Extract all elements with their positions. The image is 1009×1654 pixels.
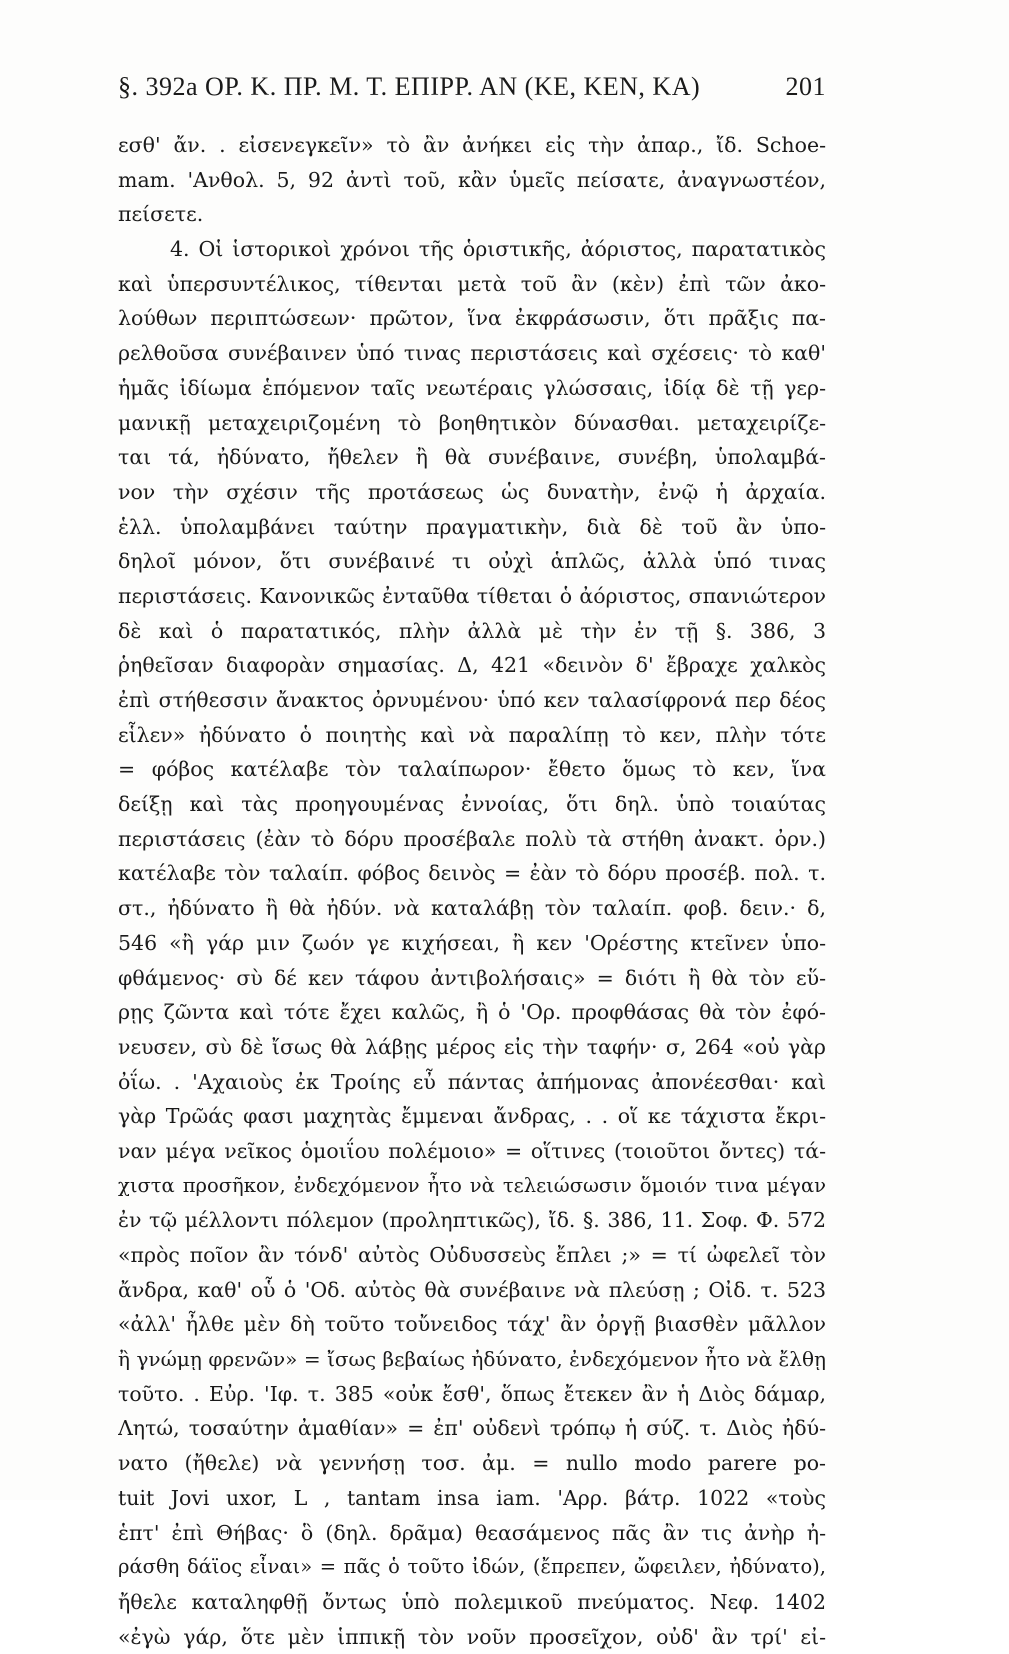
text-line: πείσετε. bbox=[118, 202, 204, 227]
text-line: τοῦτο. . Εὐρ. 'Ιφ. τ. 385 «οὐκ ἔσθ', ὅπως ἔτεκεν ἂν ἡ Διὸς δάμαρ, bbox=[118, 1381, 826, 1406]
text-line: ῥηθεῖσαν διαφορὰν σημασίας. Δ, 421 «δεινὸν δ' ἔβραχε χαλκὸς bbox=[118, 653, 826, 678]
text-line: Λητώ, τοσαύτην ἀμαθίαν» = ἐπ' οὐδενὶ τρόπῳ ἡ σύζ. τ. Διὸς ἠδύ- bbox=[118, 1416, 826, 1441]
text-line: νον τὴν σχέσιν τῆς προτάσεως ὡς δυνατὴν, ἐνῷ ἡ ἀρχαία. bbox=[118, 479, 826, 504]
text-line: δὲ καὶ ὁ παρατατικός, πλὴν ἀλλὰ μὲ τὴν ἐν τῇ §. 386, 3 bbox=[118, 618, 826, 643]
text-line: καὶ ὑπερσυντέλικος, τίθενται μετὰ τοῦ ἂν (κὲν) ἐπὶ τῶν ἀκο- bbox=[118, 271, 826, 296]
body-text bbox=[118, 128, 826, 1654]
text-line: = φόβος κατέλαβε τὸν ταλαίπωρον· ἔθετο ὅμως τὸ κεν, ἵνα bbox=[118, 757, 826, 782]
text-line: ὀΐω. . 'Αχαιοὺς ἐκ Τροίης εὖ πάντας ἀπήμονας ἀπονέεσθαι· καὶ bbox=[118, 1069, 826, 1094]
text-line: 546 «ἢ γάρ μιν ζωόν γε κιχήσεαι, ἢ κεν 'Ορέστης κτεῖνεν ὑπο- bbox=[118, 930, 826, 955]
text-line: ἑπτ' ἐπὶ Θήβας· ὃ (δηλ. δρᾶμα) θεασάμενος πᾶς ἂν τις ἀνὴρ ἠ- bbox=[118, 1520, 826, 1545]
text-line: ἑλλ. ὑπολαμβάνει ταύτην πραγματικὴν, διὰ δὲ τοῦ ἂν ὑπο- bbox=[118, 514, 826, 539]
page-header bbox=[118, 72, 826, 116]
text-line: περιστάσεις. Κανονικῶς ἐνταῦθα τίθεται ὁ ἀόριστος, σπανιώτερον bbox=[118, 583, 826, 608]
text-line: ἡμᾶς ἰδίωμα ἑπόμενον ταῖς νεωτέραις γλώσσαις, ἰδίᾳ δὲ τῇ γερ- bbox=[118, 375, 826, 400]
text-line: ἐν τῷ μέλλοντι πόλεμον (προληπτικῶς), ἴδ. §. 386, 11. Σοφ. Φ. 572 bbox=[118, 1208, 826, 1233]
text-line: χιστα προσῆκον, ἐνδεχόμενον ἦτο νὰ τελειώσωσιν ὅμοιόν τινα μέγαν bbox=[118, 1173, 826, 1197]
text-line: ἐπὶ στήθεσσιν ἄνακτος ὀρνυμένου· ὑπό κεν ταλασίφρονά περ δέος bbox=[118, 688, 826, 712]
text-line: γὰρ Τρῶάς φασι μαχητὰς ἔμμεναι ἄνδρας, . . οἵ κε τάχιστα ἔκρι- bbox=[118, 1104, 826, 1129]
text-line: ρελθοῦσα συνέβαινεν ὑπό τινας περιστάσεις καὶ σχέσεις· τὸ καθ' bbox=[118, 341, 826, 366]
text-line: φθάμενος· σὺ δέ κεν τάφου ἀντιβολήσαις» = διότι ἢ θὰ τὸν εὕ- bbox=[118, 965, 826, 990]
text-line: ρῃς ζῶντα καὶ τότε ἔχει καλῶς, ἢ ὁ 'Ορ. προφθάσας θὰ τὸν ἐφό- bbox=[118, 1000, 826, 1025]
text-line: νατο (ἤθελε) νὰ γεννήσῃ τοσ. ἀμ. = nullo modo parere po- bbox=[118, 1451, 826, 1476]
text-line: mam. 'Ανθολ. 5, 92 ἀντὶ τοῦ, κἂν ὑμεῖς πείσατε, ἀναγνωστέον, bbox=[118, 167, 826, 192]
text-line: εἷλεν» ἠδύνατο ὁ ποιητὴς καὶ νὰ παραλίπῃ τὸ κεν, πλὴν τότε bbox=[118, 722, 826, 747]
text-line: ἢ γνώμῃ φρενῶν» = ἴσως βεβαίως ἠδύνατο, ἐνδεχόμενον ἦτο νὰ ἔλθῃ bbox=[118, 1347, 826, 1372]
text-line: «ἀλλ' ἦλθε μὲν δὴ τοῦτο τοὔνειδος τάχ' ἂν ὀργῇ βιασθὲν μᾶλλον bbox=[118, 1312, 826, 1337]
text-line: δείξῃ καὶ τὰς προηγουμένας ἐννοίας, ὅτι δηλ. ὑπὸ τοιαύτας bbox=[118, 792, 826, 817]
text-line: λούθων περιπτώσεων· πρῶτον, ἵνα ἐκφράσωσιν, ὅτι πρᾶξις πα- bbox=[118, 306, 826, 331]
text-line: ἤθελε καταληφθῇ ὄντως ὑπὸ πολεμικοῦ πνεύματος. Νεφ. 1402 bbox=[118, 1589, 826, 1614]
text-line: ἄνδρα, καθ' οὗ ὁ 'Οδ. αὐτὸς θὰ συνέβαινε νὰ πλεύσῃ ; Οἰδ. τ. 523 bbox=[118, 1277, 826, 1302]
text-line: περιστάσεις (ἐὰν τὸ δόρυ προσέβαλε πολὺ τὰ στήθη ἀνακτ. ὀρν.) bbox=[118, 826, 826, 851]
text-line: μανικῇ μεταχειριζομένη τὸ βοηθητικὸν δύνασθαι. μεταχειρίζε- bbox=[118, 410, 826, 435]
running-head: §. 392a ΟΡ. Κ. ΠΡ. Μ. Τ. ΕΠΙΡΡ. ΑΝ (ΚΕ, ΚΕΝ, ΚΑ) bbox=[118, 72, 701, 101]
text-line: ράσθη δάϊος εἶναι» = πᾶς ὁ τοῦτο ἰδών, (ἔπρεπεν, ὤφειλεν, ἠδύνατο), bbox=[118, 1555, 826, 1579]
text-line: tuit Jovi uxor, L , tantam insa iam. 'Αρρ. βάτρ. 1022 «τοὺς bbox=[118, 1485, 826, 1510]
text-line: «ἐγὼ γάρ, ὅτε μὲν ἱππικῇ τὸν νοῦν προσεῖχον, οὐδ' ἂν τρί' εἰ- bbox=[118, 1624, 826, 1649]
text-line: εσθ' ἄν. . εἰσενεγκεῖν» τὸ ἂν ἀνήκει εἰς τὴν ἀπαρ., ἴδ. Schoe- bbox=[118, 133, 826, 157]
text-line: δηλοῖ μόνον, ὅτι συνέβαινέ τι οὐχὶ ἁπλῶς, ἀλλὰ ὑπό τινας bbox=[118, 549, 826, 574]
text-line: 4. Οἱ ἱστορικοὶ χρόνοι τῆς ὁριστικῆς, ἀόριστος, παρατατικὸς bbox=[170, 237, 826, 262]
text-line: ναν μέγα νεῖκος ὁμοιΐου πολέμοιο» = οἵτινες (τοιοῦτοι ὄντες) τά- bbox=[118, 1138, 826, 1163]
text-line: στ., ἠδύνατο ἢ θὰ ἠδύν. νὰ καταλάβῃ τὸν ταλαίπ. φοβ. δειν.· δ, bbox=[118, 896, 826, 921]
text-line: ται τά, ἠδύνατο, ἤθελεν ἢ θὰ συνέβαινε, συνέβη, ὑπολαμβά- bbox=[118, 445, 826, 470]
text-line: νευσεν, σὺ δὲ ἴσως θὰ λάβῃς μέρος εἰς τὴν ταφήν· σ, 264 «οὐ γὰρ bbox=[118, 1034, 826, 1059]
text-line: «πρὸς ποῖον ἂν τόνδ' αὐτὸς Οὐδυσσεὺς ἔπλει ;» = τί ὠφελεῖ τὸν bbox=[118, 1243, 826, 1267]
text-line: κατέλαβε τὸν ταλαίπ. φόβος δεινὸς = ἐὰν τὸ δόρυ προσέβ. πολ. τ. bbox=[118, 861, 826, 886]
page-number: 201 bbox=[785, 72, 826, 101]
